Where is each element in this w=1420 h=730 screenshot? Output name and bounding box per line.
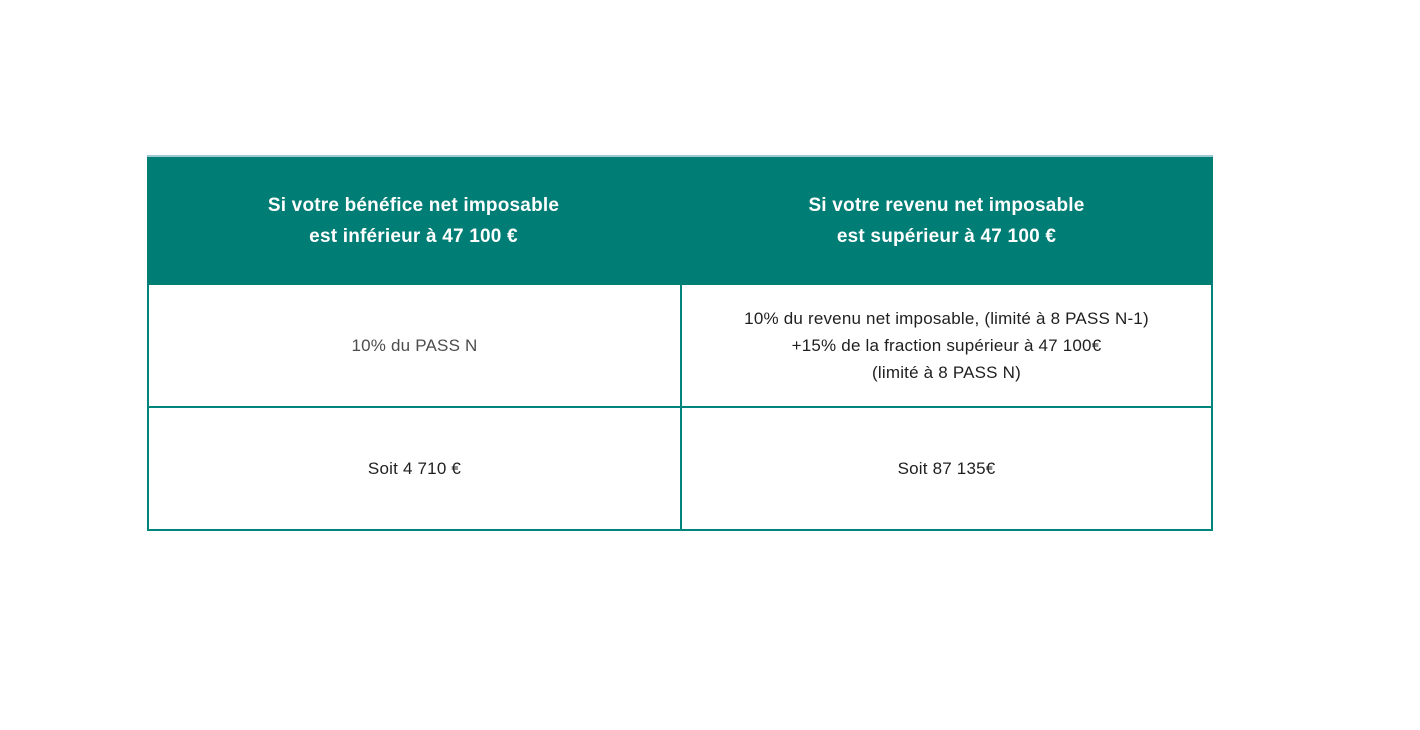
- header-line: est inférieur à 47 100 €: [309, 226, 518, 247]
- table-cell-pass-formula: [149, 285, 680, 406]
- table-row-formula: [149, 285, 1211, 406]
- cell-line: 10% du PASS N: [351, 336, 478, 355]
- header-cell-benefice-inferieur: [147, 157, 680, 285]
- header-line: Si votre revenu net imposable: [808, 195, 1085, 216]
- cell-line: Soit 87 135€: [897, 459, 996, 478]
- table-row-amounts: [149, 406, 1211, 529]
- table-cell-revenu-formula: [680, 285, 1211, 406]
- cell-line: (limité à 8 PASS N): [872, 363, 1021, 382]
- header-cell-revenu-superieur: [680, 157, 1213, 285]
- header-line: Si votre bénéfice net imposable: [267, 195, 560, 216]
- table-cell-amount-right: [680, 408, 1211, 529]
- contribution-limits-table: [147, 155, 1213, 531]
- table-cell-amount-left: [149, 408, 680, 529]
- cell-line: Soit 4 710 €: [367, 459, 462, 478]
- table-header-row: [147, 155, 1213, 285]
- cell-line: +15% de la fraction supérieur à 47 100€: [791, 336, 1102, 355]
- table-body: [147, 285, 1213, 531]
- cell-line: 10% du revenu net imposable, (limité à 8 PASS N-1): [744, 309, 1149, 328]
- header-line: est supérieur à 47 100 €: [836, 226, 1057, 247]
